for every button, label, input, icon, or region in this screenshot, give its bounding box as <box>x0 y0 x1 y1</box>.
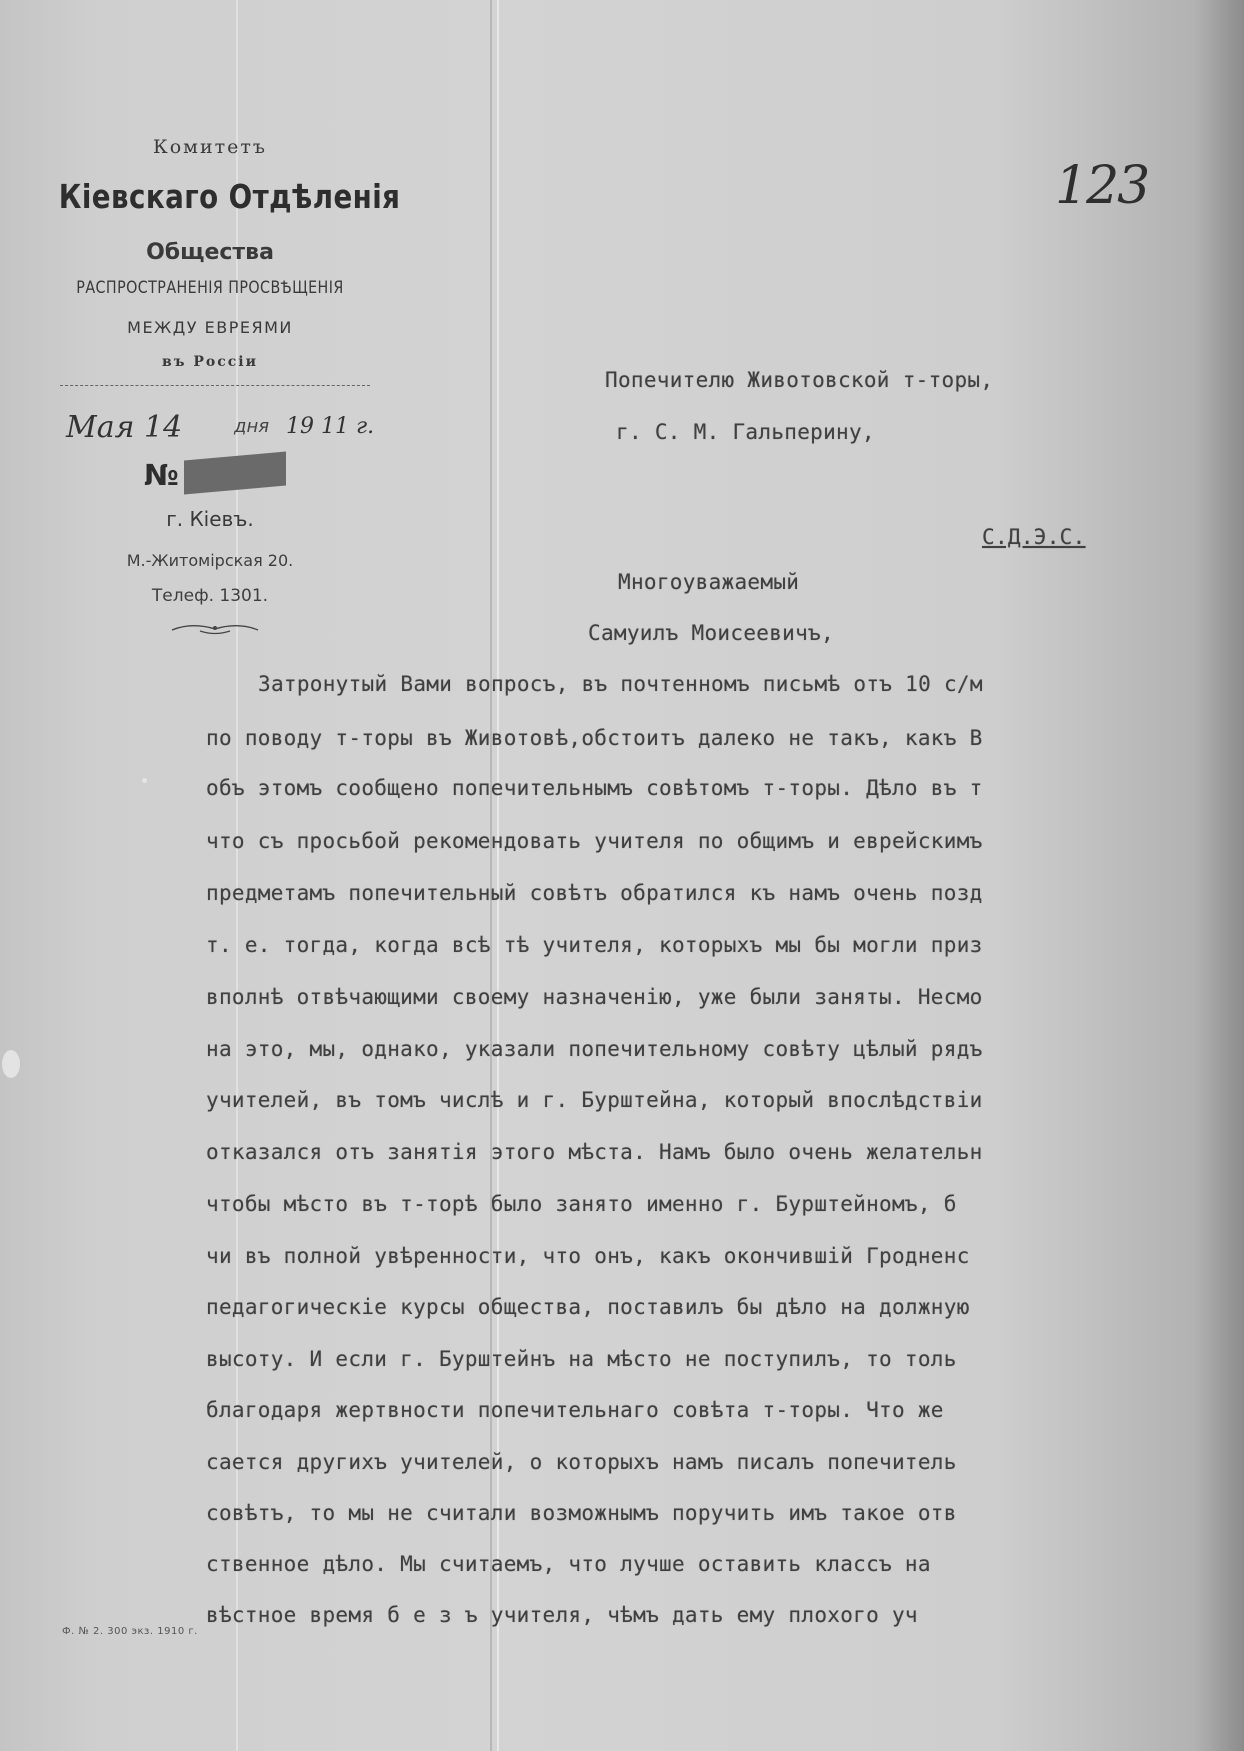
body-line: совѣтъ, то мы не считали возможнымъ поручить имъ такое отв <box>206 1501 957 1525</box>
body-line: объ этомъ сообщено попечительнымъ совѣтомъ т-торы. Дѣло въ т <box>206 776 983 800</box>
greeting-line-2: Самуилъ Моисеевичъ, <box>588 621 834 645</box>
body-line: высоту. И если г. Бурштейнъ на мѣсто не поступилъ, то толь <box>206 1347 957 1371</box>
letterhead-in-russia: въ Россіи <box>162 354 258 370</box>
paper-fold-highlight <box>497 0 499 1751</box>
date-year: 19 11 г. <box>286 414 375 439</box>
archive-number-handwritten: 123 <box>1055 156 1149 216</box>
flourish-ornament <box>170 620 260 636</box>
redacted-number-stamp <box>184 452 286 495</box>
greeting-line-1: Многоуважаемый <box>618 570 800 594</box>
date-rule <box>60 385 370 386</box>
body-line: на это, мы, однако, указали попечительному совѣту цѣлый рядъ <box>206 1037 983 1061</box>
number-sign: № <box>144 458 179 492</box>
body-line: вѣстное время б е з ъ учителя, чѣмъ дать ему плохого уч <box>206 1603 918 1627</box>
letterhead-branch: Кіевскаго Отдѣленія <box>58 177 401 216</box>
letterhead-address: М.-Житомірская 20. <box>126 551 294 570</box>
body-line: что съ просьбой рекомендовать учителя по общимъ и еврейскимъ <box>206 829 983 853</box>
letterhead-phone: Телеф. 1301. <box>151 586 269 606</box>
body-line: сается другихъ учителей, о которыхъ намъ писалъ попечитель <box>206 1450 957 1474</box>
letterhead-committee: Комитетъ <box>153 136 267 158</box>
body-line: чтобы мѣсто въ т-торѣ было занято именно г. Бурштейномъ, б <box>206 1192 957 1216</box>
body-line: ственное дѣло. Мы считаемъ, что лучше оставить классъ на <box>206 1552 931 1576</box>
confidential-mark: С.Д.Э.С. <box>982 525 1086 549</box>
body-line: отказался отъ занятія этого мѣста. Намъ было очень желательн <box>206 1140 983 1164</box>
letterhead-city: г. Кіевъ. <box>166 507 254 531</box>
body-line: чи въ полной увѣренности, что онъ, какъ окончившій Гродненс <box>206 1244 970 1268</box>
recipient-line-2: г. С. М. Гальперину, <box>616 420 875 444</box>
recipient-line-1: Попечителю Животовской т-торы, <box>605 368 994 392</box>
body-line: Затронутый Вами вопросъ, въ почтенномъ письмѣ отъ 10 с/м <box>258 672 983 696</box>
letterhead-society: Общества <box>146 240 274 265</box>
body-line: вполнѣ отвѣчающими своему назначенію, уже были заняты. Несмо <box>206 985 983 1009</box>
body-line: предметамъ попечительный совѣтъ обратился къ намъ очень позд <box>206 881 983 905</box>
date-label: дня <box>234 416 270 437</box>
paper-fold-shadow <box>490 0 492 1751</box>
punch-hole <box>2 1050 20 1078</box>
printer-imprint: Ф. № 2. 300 экз. 1910 г. <box>62 1626 198 1637</box>
body-line: т. е. тогда, когда всѣ тѣ учителя, которыхъ мы бы могли приз <box>206 933 983 957</box>
date-day-handwritten: Мая 14 <box>66 410 183 445</box>
letterhead-among-jews: МЕЖДУ ЕВРЕЯМИ <box>127 318 293 337</box>
body-line: благодаря жертвности попечительнаго совѣта т-торы. Что же <box>206 1398 944 1422</box>
body-line: педагогическіе курсы общества, поставилъ бы дѣло на должную <box>206 1295 970 1319</box>
body-line: учителей, въ томъ числѣ и г. Бурштейна, который впослѣдствіи <box>206 1088 983 1112</box>
body-line: по поводу т-торы въ Животовѣ,обстоитъ далеко не такъ, какъ В <box>206 726 983 750</box>
letterhead-enlightenment: РАСПРОСТРАНЕНІЯ ПРОСВѢЩЕНІЯ <box>76 278 344 298</box>
paper-speck <box>142 778 147 783</box>
